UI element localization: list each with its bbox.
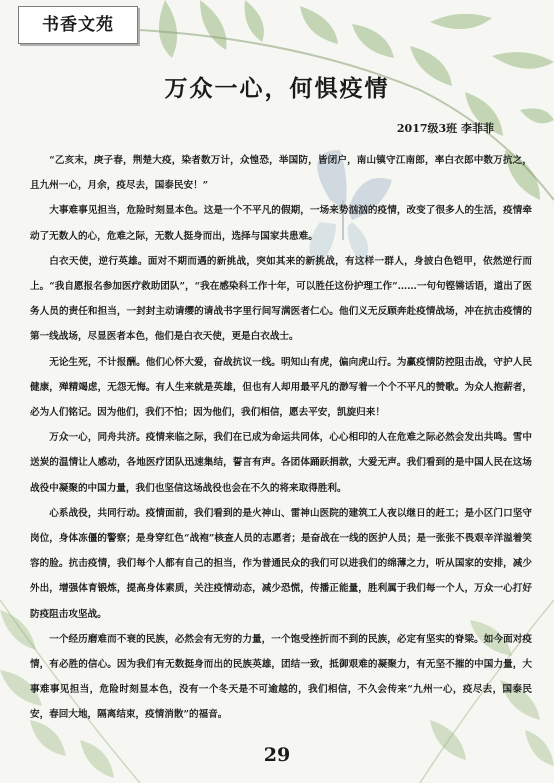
article-paragraph: 大事难事见担当，危险时刻显本色。这是一个不平凡的假期，一场来势汹汹的疫情，改变了很多人的生活，疫情牵动了无数人的心，危难之际，无数人挺身而出，选择与国家共患难。: [30, 205, 532, 242]
article-paragraph: 万众一心，同舟共济。疫情来临之际，我们在已成为命运共同体，心心相印的人在危难之际必然会发出共鸣。雪中送炭的温情让人感动，各地医疗团队迅速集结，誓言有声。各团体踊跃捐款，大爱无声。我们看到的是中国人民在这场战役中凝聚的中国力量，我们也坚信这场战役也会在不久的将来取得胜利。: [30, 432, 532, 494]
article-paragraph: 白衣天使，逆行英雄。面对不期而遇的新挑战，突如其来的新挑战，有这样一群人，身披白色铠甲，依然逆行而上。“我自愿报名参加医疗救助团队”，“我在感染科工作十年，可以胜任这份护理工作”……一句句铿锵话语，道出了医务人员的责任和担当，一封封主动请缨的请战书字里行间写满医者仁心。他们义无反顾奔赴疫情战场，冲在抗击疫情的第一线战场，尽显医者本色，他们是白衣天使，更是白衣战士。: [30, 255, 532, 343]
section-tag-label: 书香文苑: [42, 15, 114, 35]
article-paragraph: “乙亥末，庚子春，荆楚大疫，染者数万计，众惶恐，举国防，皆闭户，南山镇守江南郎，率白衣郎中数万抗之，且九州一心，月余，疫尽去，国泰民安！”: [30, 155, 532, 192]
article-byline: 2017级3班 李菲菲: [396, 122, 494, 135]
article-paragraph: 心系战役，共同行动。疫情面前，我们看到的是火神山、雷神山医院的建筑工人夜以继日的赶工；是小区门口坚守岗位，身体冻僵的警察；是身穿红色“战袍”核查人员的志愿者；是奋战在一线的医护人员；是一张张不畏艰辛洋溢着笑容的脸。抗击疫情，我们每个人都有自己的担当，作为普通民众的我们可以进我们的绵薄之力，听从国家的安排，减少外出，增强体育锻炼，提高身体素质，关注疫情动态，减少恐慌，传播正能量，胜利属于我们每一个人，万众一心打好防疫阻击攻坚战。: [30, 507, 532, 620]
article-paragraph: 无论生死，不计报酬。他们心怀大爱，奋战抗议一线。明知山有虎，偏向虎山行。为赢疫情防控阻击战，守护人民健康，殚精竭虑，无怨无悔。有人生来就是英雄，但也有人却用最平凡的渺写着一个个不平凡的赞歌。为众人抱薪者，必为人们铭记。因为他们，我们不怕；因为他们，我们相信，愿去平安，凯旋归来！: [30, 356, 532, 419]
article-paragraph: 一个经历磨难而不衰的民族，必然会有无穷的力量，一个饱受挫折而不到的民族，必定有坚实的脊梁。如今面对疫情，有必胜的信心。因为我们有无数挺身而出的民族英雄，团结一致，抵御艰难的凝聚力，有无坚不摧的中国力量，大事难事见担当，危险时刻显本色，没有一个冬天是不可逾越的，我们相信，不久会传来“九州一心，疫尽去，国泰民安，春回大地，隔离结束，疫情消散”的福音。: [30, 633, 532, 721]
section-tag: [18, 6, 138, 44]
article-title: 万众一心，何惧疫情: [164, 75, 390, 102]
article-body: [30, 148, 532, 728]
page-number: 29: [263, 744, 291, 766]
